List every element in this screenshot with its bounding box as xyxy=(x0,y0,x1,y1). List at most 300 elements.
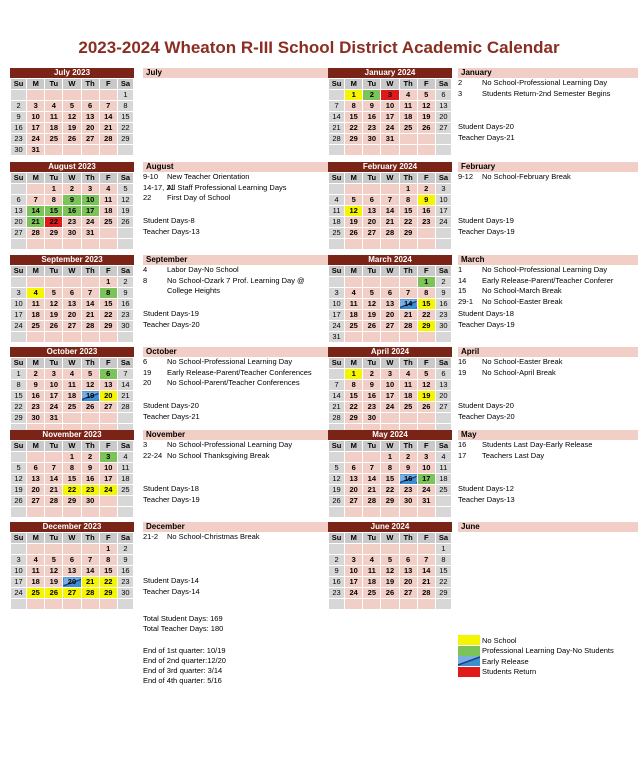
legend-swatch xyxy=(458,656,480,666)
empty-day-cell xyxy=(99,239,117,250)
event-text: Teachers Last Day xyxy=(482,450,545,460)
teacher-days-count: Teacher Days-19 xyxy=(143,494,200,504)
empty-day-cell xyxy=(381,599,399,610)
weekday-header: Tu xyxy=(45,266,63,277)
empty-day-cell xyxy=(435,145,451,156)
notes-header-august-2023: August xyxy=(143,162,329,172)
event-date: 9-10 xyxy=(143,172,159,181)
weekday-header: F xyxy=(417,266,435,277)
day-cell: 27 xyxy=(99,402,117,413)
empty-day-cell xyxy=(99,145,117,156)
day-cell: 18 xyxy=(399,391,417,402)
weekday-header: W xyxy=(63,358,81,369)
day-cell: 23 xyxy=(435,310,451,321)
day-cell: 2 xyxy=(329,555,345,566)
day-cell: 17 xyxy=(381,112,399,123)
student-days-count: Student Days-19 xyxy=(143,309,199,318)
weekday-header: Sa xyxy=(435,533,451,544)
month-grid xyxy=(328,440,452,518)
weekday-header: W xyxy=(63,266,81,277)
day-cell: 13 xyxy=(363,206,381,217)
day-cell: 31 xyxy=(27,145,45,156)
day-cell: 19 xyxy=(345,217,363,228)
day-cell: 2 xyxy=(117,277,133,288)
teacher-days-count: Teacher Days-20 xyxy=(458,411,515,421)
day-cell: 19 xyxy=(417,112,435,123)
notes-body-december-2023 xyxy=(143,532,329,543)
day-cell: 20 xyxy=(81,123,99,134)
day-cell: 10 xyxy=(11,299,27,310)
notes-body-april-2024 xyxy=(458,357,638,378)
weekday-header: Th xyxy=(81,358,99,369)
empty-day-cell xyxy=(329,145,345,156)
day-cell: 1 xyxy=(99,544,117,555)
day-cell: 15 xyxy=(11,391,27,402)
weekday-header: Su xyxy=(11,441,27,452)
day-cell: 21 xyxy=(399,310,417,321)
weekday-header: Tu xyxy=(363,79,381,90)
day-cell: 20 xyxy=(27,485,45,496)
weekday-header: M xyxy=(27,79,45,90)
event-row xyxy=(458,78,638,89)
day-cell: 5 xyxy=(345,195,363,206)
day-cell: 7 xyxy=(381,195,399,206)
empty-day-cell xyxy=(11,599,27,610)
day-cell: 10 xyxy=(329,299,345,310)
event-date xyxy=(143,286,167,297)
student-days-count: Student Days-18 xyxy=(143,484,199,493)
student-days-count: Student Days-20 xyxy=(458,122,514,131)
day-cell: 7 xyxy=(329,380,345,391)
day-cell: 26 xyxy=(11,496,27,507)
day-cell: 8 xyxy=(417,288,435,299)
day-cell: 17 xyxy=(81,206,99,217)
event-date: 19 xyxy=(143,367,152,377)
day-cell: 23 xyxy=(63,217,81,228)
weekday-header: Tu xyxy=(45,533,63,544)
empty-day-cell xyxy=(435,332,451,343)
student-days-count: Student Days-19 xyxy=(458,216,514,225)
day-cell: 7 xyxy=(27,195,45,206)
weekday-header: Th xyxy=(399,173,417,184)
empty-day-cell xyxy=(329,369,345,380)
empty-day-cell xyxy=(99,228,117,239)
day-cell: 22 xyxy=(45,217,63,228)
day-cell: 22 xyxy=(11,402,27,413)
empty-day-cell xyxy=(417,599,435,610)
day-cell: 29 xyxy=(417,321,435,332)
day-cell: 12 xyxy=(329,474,345,485)
month-calendar-august-2023 xyxy=(10,162,134,250)
day-cell: 9 xyxy=(363,380,381,391)
day-cell: 23 xyxy=(329,588,345,599)
day-cell: 14 xyxy=(329,112,345,123)
day-cell: 7 xyxy=(399,288,417,299)
day-cell: 26 xyxy=(381,588,399,599)
weekday-header: Su xyxy=(329,173,345,184)
month-header: October 2023 xyxy=(10,347,134,357)
month-header: November 2023 xyxy=(10,430,134,440)
event-text: No School-Parent/Teacher Conferences xyxy=(167,378,300,387)
day-cell: 11 xyxy=(99,195,117,206)
day-cell: 17 xyxy=(11,310,27,321)
empty-day-cell xyxy=(329,184,345,195)
empty-day-cell xyxy=(417,145,435,156)
weekday-header: F xyxy=(99,533,117,544)
day-cell: 29 xyxy=(345,413,363,424)
empty-day-cell xyxy=(27,507,45,518)
event-date: 3 xyxy=(458,88,463,98)
weekday-header: M xyxy=(345,79,363,90)
day-cell: 4 xyxy=(45,101,63,112)
day-cell: 22 xyxy=(117,123,133,134)
day-cell: 20 xyxy=(345,485,363,496)
day-cell: 2 xyxy=(11,101,27,112)
month-grid xyxy=(10,265,134,343)
day-cell: 4 xyxy=(117,452,133,463)
day-counts-november-2023 xyxy=(143,484,329,505)
day-cell: 12 xyxy=(417,101,435,112)
day-cell: 6 xyxy=(81,101,99,112)
empty-day-cell xyxy=(329,239,345,250)
empty-day-cell xyxy=(381,184,399,195)
empty-day-cell xyxy=(345,332,363,343)
weekday-header: Sa xyxy=(117,533,133,544)
day-cell: 30 xyxy=(117,588,133,599)
day-cell: 29 xyxy=(45,228,63,239)
day-cell: 25 xyxy=(45,134,63,145)
empty-day-cell xyxy=(81,145,99,156)
day-cell: 25 xyxy=(329,228,345,239)
event-text: No School-April Break xyxy=(482,367,556,377)
day-cell: 29 xyxy=(435,588,451,599)
day-cell: 5 xyxy=(45,555,63,566)
day-cell: 7 xyxy=(117,369,133,380)
month-grid xyxy=(10,357,134,435)
day-cell: 30 xyxy=(63,228,81,239)
day-cell: 29 xyxy=(399,228,417,239)
day-cell: 29 xyxy=(345,134,363,145)
event-row xyxy=(143,368,329,379)
day-cell: 30 xyxy=(11,145,27,156)
day-cell: 17 xyxy=(381,391,399,402)
day-cell: 15 xyxy=(99,566,117,577)
empty-day-cell xyxy=(345,507,363,518)
empty-day-cell xyxy=(363,332,381,343)
weekday-header: F xyxy=(99,173,117,184)
empty-day-cell xyxy=(345,544,363,555)
empty-day-cell xyxy=(417,332,435,343)
event-date: 14-17, 21 xyxy=(143,182,175,192)
weekday-header: Th xyxy=(399,266,417,277)
day-cell: 27 xyxy=(11,228,27,239)
day-cell: 21 xyxy=(329,123,345,134)
day-cell: 27 xyxy=(63,588,81,599)
day-cell: 26 xyxy=(417,402,435,413)
day-cell: 20 xyxy=(63,577,81,588)
weekday-header: F xyxy=(417,441,435,452)
day-cell: 5 xyxy=(381,555,399,566)
empty-day-cell xyxy=(11,452,27,463)
day-cell: 19 xyxy=(45,577,63,588)
day-cell: 2 xyxy=(363,369,381,380)
day-cell: 7 xyxy=(417,555,435,566)
day-cell: 29 xyxy=(117,134,133,145)
empty-day-cell xyxy=(63,90,81,101)
empty-day-cell xyxy=(117,239,133,250)
month-grid xyxy=(328,265,452,343)
weekday-header: W xyxy=(381,266,399,277)
event-text: All Staff Professional Learning Days xyxy=(167,182,287,192)
event-text: Labor Day-No School xyxy=(167,265,239,274)
weekday-header: Sa xyxy=(117,358,133,369)
weekday-header: M xyxy=(345,173,363,184)
empty-day-cell xyxy=(399,134,417,145)
notes-header-january-2024: January xyxy=(458,68,638,78)
empty-day-cell xyxy=(399,507,417,518)
weekday-header: W xyxy=(63,441,81,452)
day-cell: 13 xyxy=(81,112,99,123)
teacher-days-count: Teacher Days-14 xyxy=(143,586,200,596)
day-cell: 28 xyxy=(363,496,381,507)
day-cell: 5 xyxy=(45,288,63,299)
day-cell: 10 xyxy=(99,463,117,474)
month-grid xyxy=(10,172,134,250)
day-cell: 10 xyxy=(27,112,45,123)
day-cell: 18 xyxy=(435,474,451,485)
notes-header-october-2023: October xyxy=(143,347,329,357)
empty-day-cell xyxy=(81,332,99,343)
day-cell: 9 xyxy=(11,112,27,123)
empty-day-cell xyxy=(345,277,363,288)
day-cell: 18 xyxy=(329,217,345,228)
teacher-days-count: Teacher Days-19 xyxy=(458,226,515,236)
day-cell: 24 xyxy=(345,588,363,599)
day-cell: 16 xyxy=(27,391,45,402)
day-cell: 15 xyxy=(345,112,363,123)
weekday-header: Tu xyxy=(363,441,381,452)
legend-label: Early Release xyxy=(482,656,529,666)
day-cell: 21 xyxy=(363,485,381,496)
day-cell: 28 xyxy=(329,413,345,424)
day-cell: 7 xyxy=(99,101,117,112)
weekday-header: Th xyxy=(399,533,417,544)
empty-day-cell xyxy=(27,599,45,610)
month-header: April 2024 xyxy=(328,347,452,357)
empty-day-cell xyxy=(399,599,417,610)
weekday-header: F xyxy=(99,266,117,277)
empty-day-cell xyxy=(45,544,63,555)
day-cell: 28 xyxy=(27,228,45,239)
legend-swatch xyxy=(458,667,480,677)
empty-day-cell xyxy=(81,544,99,555)
day-cell: 8 xyxy=(435,555,451,566)
day-cell: 23 xyxy=(363,402,381,413)
day-cell: 8 xyxy=(63,463,81,474)
day-cell: 6 xyxy=(63,555,81,566)
event-text: No School-Professional Learning Day xyxy=(482,78,608,87)
event-text: New Teacher Orientation xyxy=(167,172,250,181)
day-cell: 16 xyxy=(329,577,345,588)
empty-day-cell xyxy=(435,599,451,610)
day-cell: 3 xyxy=(381,90,399,101)
empty-day-cell xyxy=(381,239,399,250)
day-cell: 1 xyxy=(381,452,399,463)
empty-day-cell xyxy=(417,413,435,424)
month-header: March 2024 xyxy=(328,255,452,265)
notes-body-october-2023 xyxy=(143,357,329,389)
empty-day-cell xyxy=(99,496,117,507)
weekday-header: Su xyxy=(11,533,27,544)
day-cell: 9 xyxy=(435,288,451,299)
weekday-header: M xyxy=(345,358,363,369)
day-cell: 1 xyxy=(63,452,81,463)
day-cell: 23 xyxy=(117,577,133,588)
event-text: Students Last Day-Early Release xyxy=(482,440,593,449)
notes-header-november-2023: November xyxy=(143,430,329,440)
day-counts-february-2024 xyxy=(458,216,638,237)
event-date: 1 xyxy=(458,265,463,274)
day-counts-september-2023 xyxy=(143,309,329,330)
day-cell: 13 xyxy=(27,474,45,485)
day-cell: 3 xyxy=(329,288,345,299)
empty-day-cell xyxy=(363,145,381,156)
page-title: 2023-2024 Wheaton R-III School District Academic Calendar xyxy=(78,38,560,57)
day-cell: 1 xyxy=(99,277,117,288)
weekday-header: Sa xyxy=(117,266,133,277)
day-cell: 3 xyxy=(81,184,99,195)
weekday-header: Sa xyxy=(117,79,133,90)
day-cell: 27 xyxy=(399,588,417,599)
day-cell: 22 xyxy=(345,123,363,134)
day-cell: 5 xyxy=(117,184,133,195)
day-cell: 4 xyxy=(27,288,45,299)
day-cell: 22 xyxy=(63,485,81,496)
day-cell: 24 xyxy=(11,588,27,599)
day-cell: 14 xyxy=(81,566,99,577)
day-cell: 10 xyxy=(417,463,435,474)
day-cell: 3 xyxy=(345,555,363,566)
legend-item-professional-learning xyxy=(458,646,614,657)
day-cell: 15 xyxy=(417,299,435,310)
day-cell: 6 xyxy=(63,288,81,299)
day-cell: 27 xyxy=(435,123,451,134)
day-cell: 2 xyxy=(417,184,435,195)
event-row xyxy=(458,440,638,451)
day-cell: 17 xyxy=(27,123,45,134)
day-cell: 28 xyxy=(117,402,133,413)
day-cell: 9 xyxy=(81,463,99,474)
day-cell: 4 xyxy=(345,288,363,299)
day-cell: 14 xyxy=(363,474,381,485)
empty-day-cell xyxy=(381,544,399,555)
month-calendar-july-2023 xyxy=(10,68,134,156)
event-row xyxy=(143,265,329,276)
event-text: College Heights xyxy=(167,286,220,295)
day-cell: 5 xyxy=(63,101,81,112)
empty-day-cell xyxy=(99,332,117,343)
day-counts-october-2023 xyxy=(143,401,329,422)
empty-day-cell xyxy=(381,413,399,424)
event-row xyxy=(143,276,329,287)
weekday-header: Tu xyxy=(363,173,381,184)
day-cell: 27 xyxy=(435,402,451,413)
student-days-count: Student Days-14 xyxy=(143,576,199,585)
day-cell: 23 xyxy=(117,310,133,321)
day-cell: 30 xyxy=(363,134,381,145)
weekday-header: F xyxy=(417,358,435,369)
day-cell: 4 xyxy=(63,369,81,380)
day-cell: 15 xyxy=(63,474,81,485)
event-date: 9-12 xyxy=(458,172,474,181)
empty-day-cell xyxy=(99,507,117,518)
day-cell: 19 xyxy=(363,310,381,321)
month-calendar-november-2023 xyxy=(10,430,134,518)
empty-day-cell xyxy=(399,277,417,288)
day-cell: 22 xyxy=(435,577,451,588)
day-cell: 1 xyxy=(345,90,363,101)
empty-day-cell xyxy=(27,332,45,343)
empty-day-cell xyxy=(345,145,363,156)
empty-day-cell xyxy=(81,507,99,518)
notes-header-december-2023: December xyxy=(143,522,329,532)
weekday-header: Th xyxy=(81,79,99,90)
day-cell: 19 xyxy=(81,391,99,402)
day-cell: 25 xyxy=(435,485,451,496)
day-cell: 17 xyxy=(329,310,345,321)
weekday-header: Su xyxy=(329,441,345,452)
day-cell: 10 xyxy=(381,101,399,112)
day-cell: 7 xyxy=(81,555,99,566)
day-cell: 1 xyxy=(435,544,451,555)
day-cell: 6 xyxy=(435,369,451,380)
day-cell: 17 xyxy=(345,577,363,588)
empty-day-cell xyxy=(363,507,381,518)
event-row xyxy=(143,193,329,204)
day-cell: 15 xyxy=(45,206,63,217)
weekday-header: Su xyxy=(329,533,345,544)
notes-header-september-2023: September xyxy=(143,255,329,265)
notes-body-january-2024 xyxy=(458,78,638,99)
weekday-header: Th xyxy=(81,266,99,277)
day-cell: 28 xyxy=(399,321,417,332)
day-cell: 22 xyxy=(99,577,117,588)
day-cell: 28 xyxy=(81,588,99,599)
day-cell: 13 xyxy=(435,101,451,112)
day-cell: 19 xyxy=(329,485,345,496)
empty-day-cell xyxy=(117,496,133,507)
day-cell: 21 xyxy=(329,402,345,413)
empty-day-cell xyxy=(45,452,63,463)
empty-day-cell xyxy=(381,277,399,288)
day-cell: 5 xyxy=(329,463,345,474)
day-cell: 29 xyxy=(99,321,117,332)
event-text: Early Release-Parent/Teacher Conferences xyxy=(167,367,312,377)
day-cell: 6 xyxy=(345,463,363,474)
month-header: February 2024 xyxy=(328,162,452,172)
day-cell: 16 xyxy=(399,474,417,485)
empty-day-cell xyxy=(11,239,27,250)
month-calendar-december-2023 xyxy=(10,522,134,610)
event-text: Students Return-2nd Semester Begins xyxy=(482,88,611,98)
student-days-count: Student Days-12 xyxy=(458,484,514,493)
day-cell: 25 xyxy=(117,485,133,496)
day-cell: 20 xyxy=(381,310,399,321)
day-cell: 24 xyxy=(381,402,399,413)
day-cell: 3 xyxy=(11,555,27,566)
event-row xyxy=(143,172,329,183)
day-cell: 11 xyxy=(329,206,345,217)
